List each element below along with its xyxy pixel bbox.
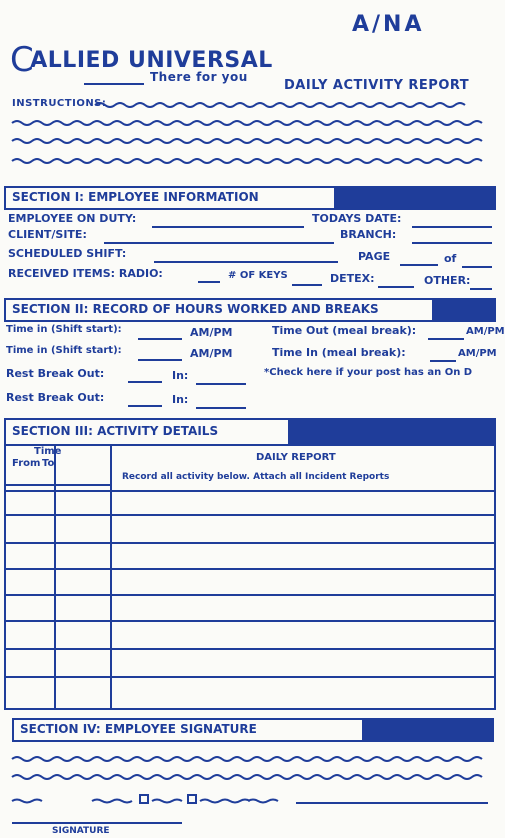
section3-header [4,418,496,446]
radio-line[interactable] [198,281,220,283]
rest-break-out-line[interactable] [128,381,162,383]
tagline: There for you [150,70,248,84]
check-here-note: *Check here if your post has an On D [264,367,473,378]
instructions-label: INSTRUCTIONS: [12,98,107,109]
rest-break-out-label: Rest Break Out: [6,367,105,380]
employee-on-duty-label: EMPLOYEE ON DUTY: [8,212,137,225]
signature-label: SIGNATURE [52,826,110,836]
section4-header [12,718,494,742]
page-total-line[interactable] [462,266,492,268]
time-in-meal-break-line[interactable] [430,360,456,362]
detex-line[interactable] [378,286,414,288]
daily-report-header: DAILY REPORT [256,452,336,463]
section2-header [4,298,496,322]
time-in-meal-break-label: Time In (meal break): [272,346,406,359]
time-report-divider [110,446,112,708]
am-pm-2: AM/PM [466,326,505,337]
time-header: Time [34,446,62,457]
page-number-line[interactable] [400,264,438,266]
tagline-underline [84,83,144,85]
section1-title: SECTION I: EMPLOYEE INFORMATION [12,190,259,204]
rest-break-in-line-2[interactable] [196,407,246,409]
signature-line[interactable] [12,822,182,824]
table-row[interactable] [6,490,494,492]
to-header: To [42,458,55,469]
signature-checkbox-2[interactable] [188,795,196,803]
time-in-shift-start-label: Time in (Shift start): [6,324,122,335]
table-row[interactable] [6,542,494,544]
received-items-label: RECEIVED ITEMS: RADIO: [8,267,163,280]
time-in-shift-start-line[interactable] [138,338,182,340]
brand-name: ALLIED UNIVERSAL [30,48,273,73]
am-pm-3: AM/PM [190,347,233,360]
rest-break-in-label: In: [172,369,189,382]
todays-date-line[interactable] [412,226,492,228]
instructions-scribble [0,95,500,185]
section4-title: SECTION IV: EMPLOYEE SIGNATURE [20,722,257,736]
table-row[interactable] [6,594,494,596]
rest-break-in-label-2: In: [172,393,189,406]
time-in-shift-start-line-2[interactable] [138,359,182,361]
section3-title: SECTION III: ACTIVITY DETAILS [12,424,219,438]
record-activity-note: Record all activity below. Attach all Incident Reports [122,472,390,482]
signature-checkbox-1[interactable] [140,795,148,803]
num-keys-label: # OF KEYS [228,270,288,281]
branch-label: BRANCH: [340,228,397,241]
other-line[interactable] [470,288,492,290]
time-header-rule [6,484,110,486]
table-row[interactable] [6,568,494,570]
page-of-label: of [444,252,457,265]
table-row[interactable] [6,514,494,516]
table-row[interactable] [6,676,494,678]
table-row[interactable] [6,648,494,650]
am-pm-1: AM/PM [190,326,233,339]
todays-date-label: TODAYS DATE: [312,212,402,225]
scheduled-shift-label: SCHEDULED SHIFT: [8,247,127,260]
num-keys-line[interactable] [292,284,322,286]
time-out-meal-break-line[interactable] [428,338,464,340]
rest-break-in-line[interactable] [196,383,246,385]
time-out-meal-break-label: Time Out (meal break): [272,324,417,337]
section1-header [4,186,496,210]
form-title: DAILY ACTIVITY REPORT [284,78,470,93]
corner-code: A/NA [352,12,425,37]
signature-scribble [0,745,500,815]
table-row[interactable] [6,620,494,622]
brand-logo-c: C [10,40,35,80]
rest-break-out-label-2: Rest Break Out: [6,391,105,404]
other-label: OTHER: [424,274,471,287]
time-in-shift-start-label-2: Time in (Shift start): [6,345,122,356]
page-label: PAGE [358,250,391,263]
rest-break-out-line-2[interactable] [128,405,162,407]
from-header: From [12,458,41,469]
detex-label: DETEX: [330,272,375,285]
branch-line[interactable] [412,242,492,244]
scheduled-shift-line[interactable] [154,261,338,263]
section2-title: SECTION II: RECORD OF HOURS WORKED AND BREAKS [12,302,379,316]
activity-table [4,446,496,710]
client-site-label: CLIENT/SITE: [8,228,87,241]
employee-on-duty-line[interactable] [152,226,304,228]
client-site-line[interactable] [104,242,334,244]
am-pm-4: AM/PM [458,348,497,359]
